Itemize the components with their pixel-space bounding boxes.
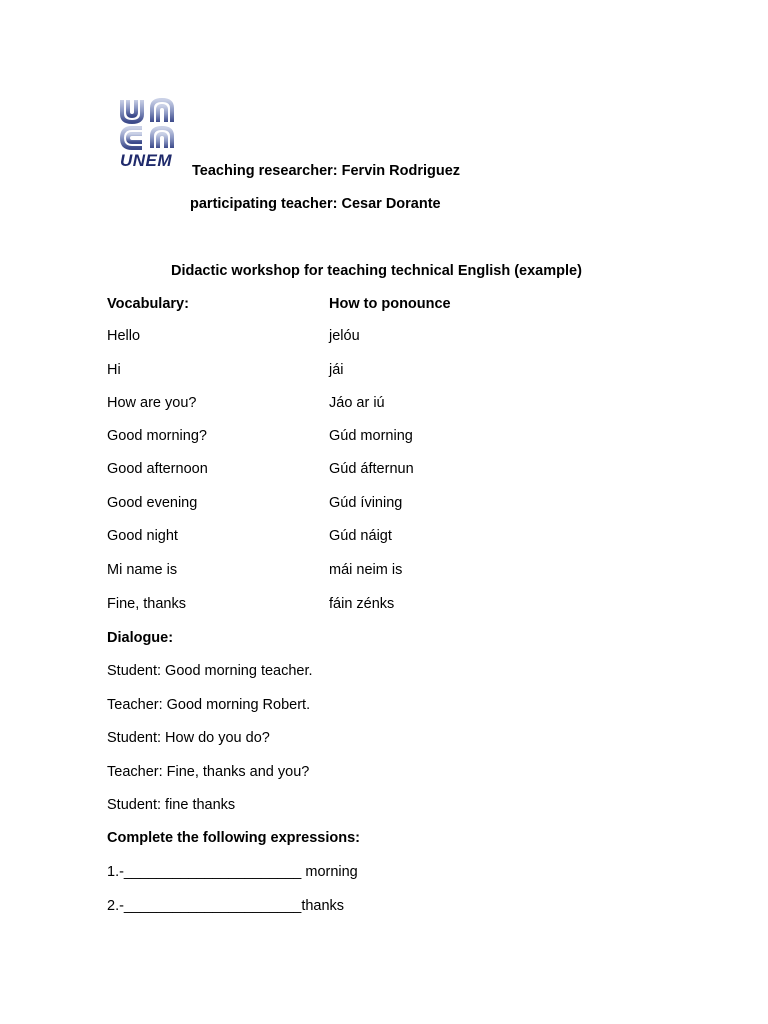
vocab-row (107, 562, 667, 582)
vocab-word: How are you? (107, 395, 197, 411)
vocab-pronunciation: Gúd náigt (329, 528, 392, 544)
pronounce-header: How to ponounce (329, 296, 451, 312)
vocab-pronunciation: Jáo ar iú (329, 395, 385, 411)
vocab-row (107, 596, 667, 616)
vocab-pronunciation: mái neim is (329, 562, 403, 578)
researcher-line: Teaching researcher: Fervin Rodriguez (192, 163, 461, 179)
dialogue-heading: Dialogue: (107, 630, 174, 646)
teacher-line: participating teacher: Cesar Dorante (190, 196, 441, 212)
vocab-row (107, 328, 667, 348)
exercise-item: 2.-______________________thanks (107, 898, 345, 914)
vocab-pronunciation: Gúd morning (329, 428, 413, 444)
vocab-row (107, 362, 667, 382)
vocab-row (107, 395, 667, 415)
vocab-pronunciation: Gúd ívining (329, 495, 403, 511)
vocab-pronunciation: jái (329, 362, 344, 378)
vocab-word: Good morning? (107, 428, 207, 444)
logo-wordmark: UNEM (120, 151, 173, 170)
vocab-pronunciation: fáin zénks (329, 596, 395, 612)
dialogue-line: Student: Good morning teacher. (107, 663, 313, 679)
vocab-pronunciation: Gúd áfternun (329, 461, 414, 477)
vocab-word: Fine, thanks (107, 596, 186, 612)
vocabulary-header: Vocabulary: (107, 296, 189, 312)
exercise-item: 1.-______________________ morning (107, 864, 358, 880)
dialogue-line: Student: How do you do? (107, 730, 270, 746)
vocab-row (107, 461, 667, 481)
vocab-word: Good night (107, 528, 178, 544)
document-title: Didactic workshop for teaching technical English (example) (171, 263, 582, 279)
vocab-word: Mi name is (107, 562, 178, 578)
dialogue-line: Teacher: Fine, thanks and you? (107, 764, 310, 780)
vocab-pronunciation: jelóu (329, 328, 360, 344)
vocab-row (107, 428, 667, 448)
dialogue-line: Teacher: Good morning Robert. (107, 697, 311, 713)
vocab-word: Good afternoon (107, 461, 208, 477)
exercise-heading: Complete the following expressions: (107, 830, 360, 846)
vocab-word: Good evening (107, 495, 198, 511)
dialogue-line: Student: fine thanks (107, 797, 236, 813)
vocab-row (107, 528, 667, 548)
vocab-word: Hi (107, 362, 121, 378)
vocab-row (107, 495, 667, 515)
vocab-word: Hello (107, 328, 141, 344)
